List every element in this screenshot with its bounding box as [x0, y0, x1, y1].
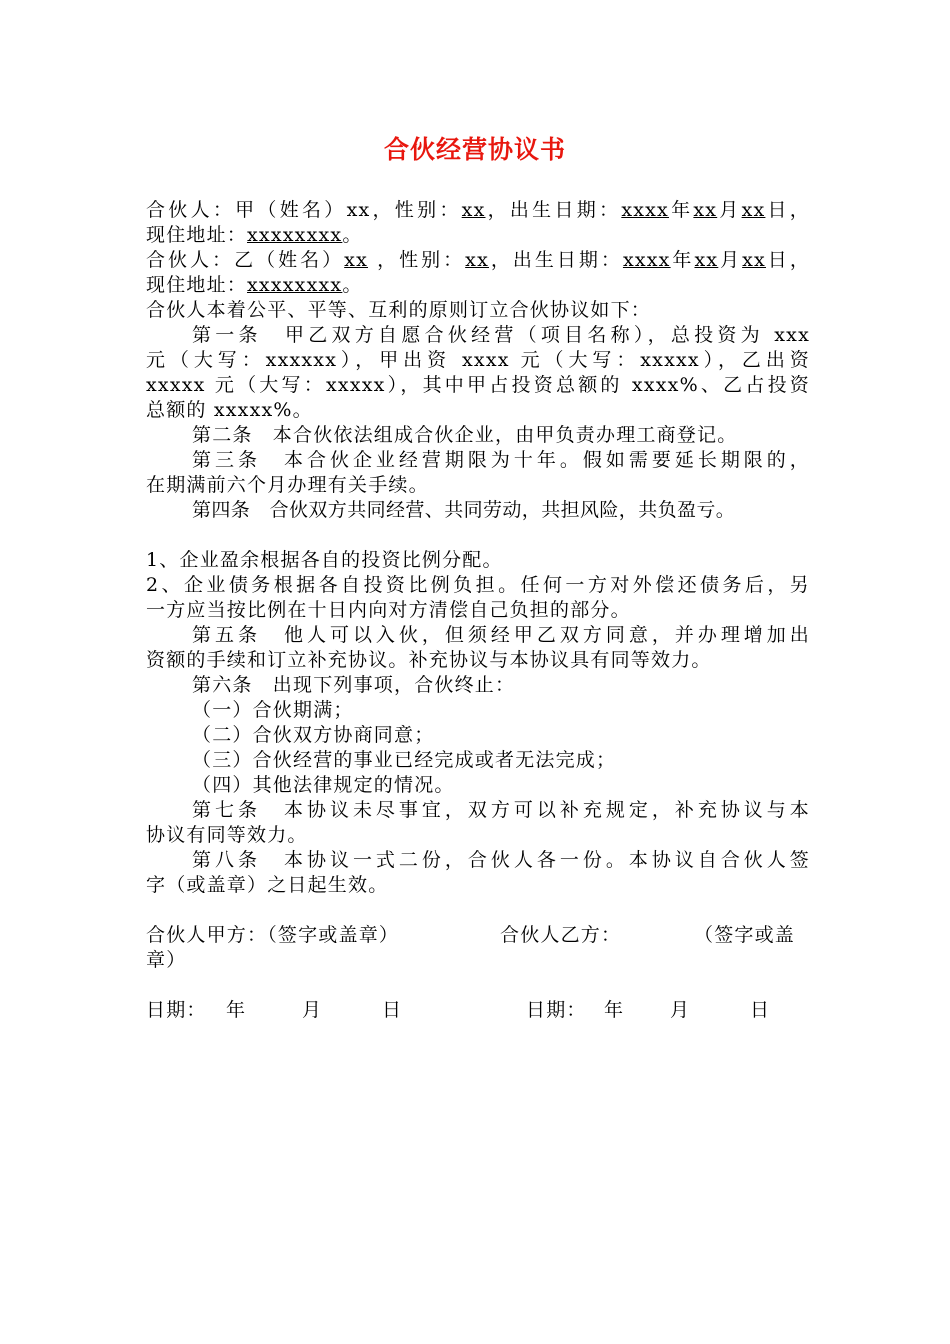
signature-party-b: 合伙人乙方： [500, 924, 622, 946]
article-5-line: 资额的手续和订立补充协议。补充协议与本协议具有同等效力。 [146, 649, 712, 671]
article-3-line: 第三条 本合伙企业经营期限为十年。假如需要延长期限的， [192, 449, 810, 471]
date-b-month: 月 [670, 999, 691, 1021]
party-b-line: 合伙人：乙（姓名）xx ，性别：xx，出生日期：xxxx年xx月xx日， [146, 249, 811, 271]
party-a-birth-year: xxxx [621, 199, 669, 221]
article-1-line: 总额的 xxxxx%。 [146, 399, 313, 421]
list-item-2-line: 2、企业债务根据各自投资比例负担。任何一方对外偿还债务后，另 [146, 574, 810, 596]
party-a-birth-month: xx [693, 199, 718, 221]
party-b-address: 现住地址：xxxxxxxx。 [146, 274, 363, 296]
article-7-line: 第七条 本协议未尽事宜，双方可以补充规定，补充协议与本 [192, 799, 810, 821]
signature-wrap: 章） [146, 949, 187, 971]
intro-text: 合伙人本着公平、平等、互利的原则订立合伙协议如下： [146, 299, 652, 321]
party-a-address: 现住地址：xxxxxxxx。 [146, 224, 363, 246]
termination-item: （三）合伙经营的事业已经完成或者无法完成； [192, 749, 617, 771]
party-b-gender: xx [465, 249, 489, 271]
party-b-birth-year: xxxx [622, 249, 671, 271]
article-1-line: 第一条 甲乙双方自愿合伙经营（项目名称），总投资为 xxx [192, 324, 810, 346]
date-a-year: 年 [226, 999, 247, 1021]
date-b-day: 日 [750, 999, 771, 1021]
termination-item: （四）其他法律规定的情况。 [192, 774, 455, 796]
party-a-line: 合伙人：甲（姓名）xx，性别：xx，出生日期：xxxx年xx月xx日， [146, 199, 810, 221]
list-item-2-line: 一方应当按比例在十日内向对方清偿自己负担的部分。 [146, 599, 631, 621]
article-8-line: 字（或盖章）之日起生效。 [146, 874, 389, 896]
list-item-1: 1、企业盈余根据各自的投资比例分配。 [146, 549, 503, 571]
date-a-label: 日期： [146, 999, 207, 1021]
termination-item: （二）合伙双方协商同意； [192, 724, 435, 746]
article-1-line: xxxxx 元（大写：xxxxx），其中甲占投资总额的 xxxx%、乙占投资 [146, 374, 810, 396]
termination-item: （一）合伙期满； [192, 699, 354, 721]
date-b-year: 年 [604, 999, 625, 1021]
article-1-line: 元（大写：xxxxxx），甲出资 xxxx 元（大写：xxxxx），乙出资 [146, 349, 810, 371]
date-line [146, 998, 810, 1023]
signature-party-a: 合伙人甲方：（签字或盖章） [146, 924, 400, 946]
party-b-name: xx [344, 249, 369, 271]
date-a-month: 月 [302, 999, 323, 1021]
article-6: 第六条 出现下列事项，合伙终止： [192, 674, 516, 696]
party-b-birth-month: xx [694, 249, 719, 271]
article-8-line: 第八条 本协议一式二份，合伙人各一份。本协议自合伙人签 [192, 849, 810, 871]
date-a-day: 日 [382, 999, 403, 1021]
party-b-birth-day: xx [742, 249, 766, 271]
article-2: 第二条 本合伙依法组成合伙企业，由甲负责办理工商登记。 [192, 424, 738, 446]
article-5-line: 第五条 他人可以入伙，但须经甲乙双方同意，并办理增加出 [192, 624, 810, 646]
signature-party-b-seal: （签字或盖 [694, 924, 796, 946]
article-3-line: 在期满前六个月办理有关手续。 [146, 474, 429, 496]
article-7-line: 协议有同等效力。 [146, 824, 308, 846]
date-b-label: 日期： [526, 999, 587, 1021]
party-a-birth-day: xx [741, 199, 766, 221]
signature-line [146, 923, 810, 948]
party-a-gender: xx [461, 199, 486, 221]
document-title: 合伙经营协议书 [383, 135, 566, 164]
document-body [146, 198, 810, 1023]
article-4: 第四条 合伙双方共同经营、共同劳动，共担风险，共负盈亏。 [192, 499, 736, 521]
